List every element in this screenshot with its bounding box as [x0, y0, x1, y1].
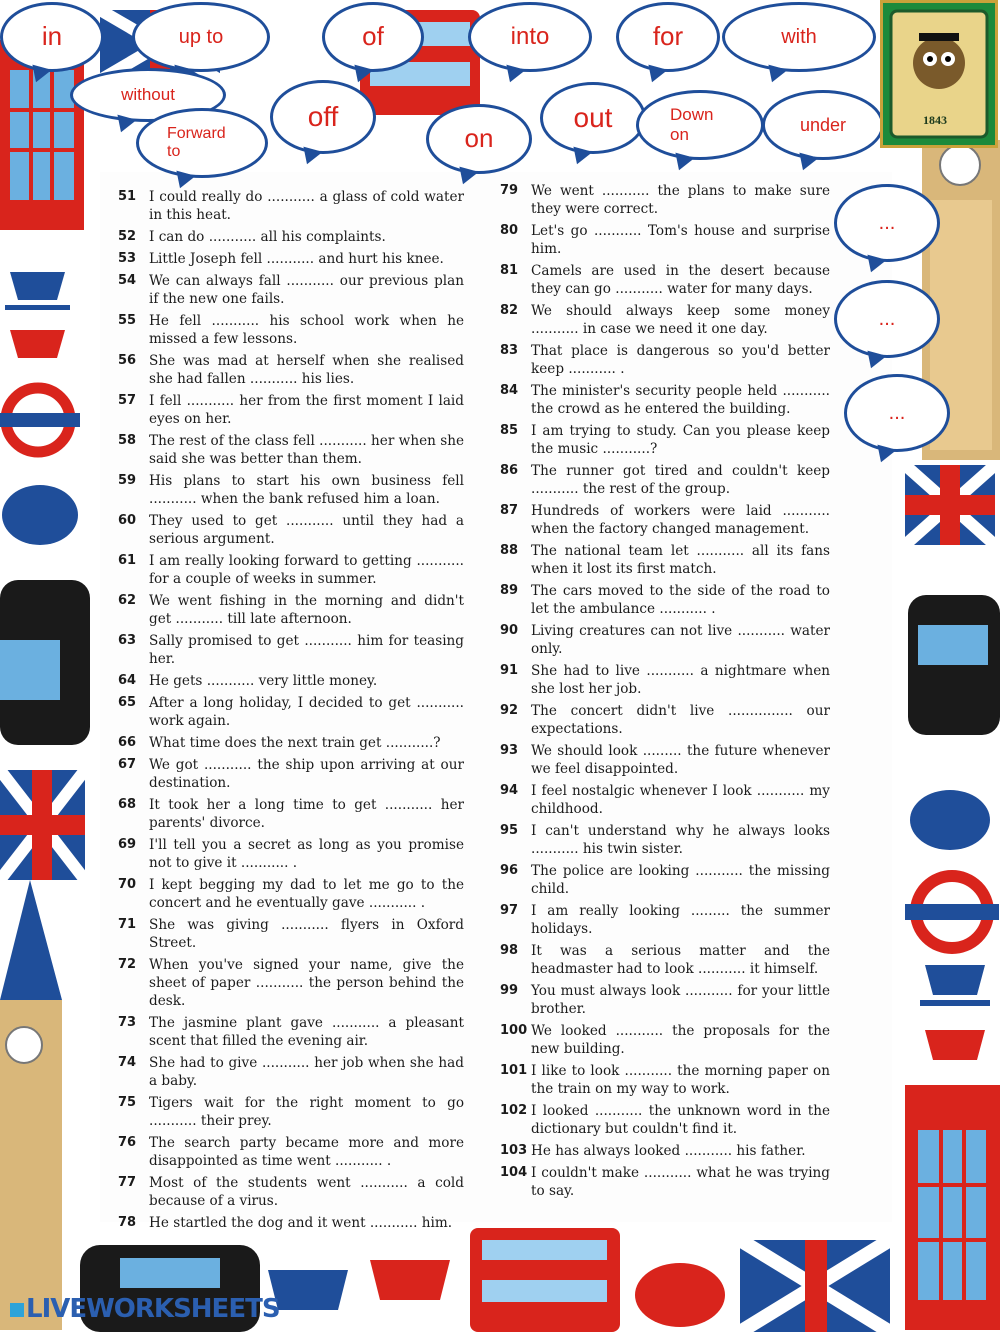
question-text: He gets ........... very little money. — [149, 673, 378, 689]
question-text: She was mad at herself when she realised she had fallen ........... his lies. — [149, 353, 464, 387]
question-item — [500, 622, 830, 658]
union-jack-icon — [0, 770, 85, 880]
question-text: I could really do ........... a glass of cold water in this heat. — [149, 189, 464, 223]
question-number: 70 — [118, 877, 137, 892]
question-number: 53 — [118, 251, 137, 266]
question-item — [118, 250, 464, 268]
question-text: The runner got tired and couldn't keep ........... the rest of the group. — [531, 463, 830, 497]
question-text: We went ........... the plans to make sure they were correct. — [531, 183, 830, 217]
question-item — [500, 302, 830, 338]
question-item — [500, 862, 830, 898]
question-item — [500, 742, 830, 778]
question-text: They used to get ........... until they had a serious argument. — [149, 513, 464, 547]
question-item — [118, 694, 464, 730]
question-number: 68 — [118, 797, 137, 812]
teapot-icon — [635, 1263, 725, 1327]
question-item — [118, 632, 464, 668]
question-number: 52 — [118, 229, 137, 244]
question-text: He has always looked ........... his father. — [531, 1143, 806, 1159]
question-text: We can always fall ........... our previous plan if the new one fails. — [149, 273, 464, 307]
question-text: You must always look ........... for your little brother. — [531, 983, 830, 1017]
question-text: I am really looking forward to getting ........... for a couple of weeks in summer. — [149, 553, 464, 587]
question-number: 67 — [118, 757, 137, 772]
question-item — [118, 352, 464, 388]
question-text: I am trying to study. Can you please keep the music ...........? — [531, 423, 830, 457]
question-item — [500, 1062, 830, 1098]
word-bubble-with[interactable]: with — [722, 2, 876, 72]
question-number: 60 — [118, 513, 137, 528]
question-item — [118, 1014, 464, 1050]
taxi-icon — [0, 580, 90, 745]
question-text: The jasmine plant gave ........... a pleasant scent that filled the evening air. — [149, 1015, 464, 1049]
question-number: 82 — [500, 303, 519, 318]
question-item — [118, 228, 464, 246]
question-number: 71 — [118, 917, 137, 932]
question-text: The minister's security people held ........... the crowd as he entered the building. — [531, 383, 830, 417]
word-bubble-under[interactable]: under — [762, 90, 884, 160]
word-bubble-in[interactable]: in — [0, 2, 104, 72]
question-number: 51 — [118, 189, 137, 204]
union-jack-icon — [740, 1240, 890, 1332]
question-text: I fell ........... her from the first moment I laid eyes on her. — [149, 393, 464, 427]
question-item — [118, 312, 464, 348]
question-text: Tigers wait for the right moment to go ........... their prey. — [149, 1095, 464, 1129]
word-bubble-down-on[interactable]: Down on — [636, 90, 764, 160]
question-item — [118, 956, 464, 1010]
answer-bubble-3[interactable]: ... — [844, 374, 950, 452]
bus-icon — [470, 1228, 620, 1332]
question-number: 72 — [118, 957, 137, 972]
question-number: 88 — [500, 543, 519, 558]
underground-sign-icon — [0, 388, 80, 452]
question-item — [500, 342, 830, 378]
word-bubble-for[interactable]: for — [616, 2, 720, 72]
question-number: 94 — [500, 783, 519, 798]
question-number: 78 — [118, 1215, 137, 1230]
questions-right-column — [500, 182, 830, 1204]
question-number: 79 — [500, 183, 519, 198]
teacup-icon — [920, 965, 990, 1060]
question-item — [118, 1054, 464, 1090]
question-text: His plans to start his own business fell ........... when the bank refused him a loan. — [149, 473, 464, 507]
question-item — [118, 1214, 464, 1232]
big-ben-icon — [0, 880, 62, 1330]
question-text: We looked ........... the proposals for the new building. — [531, 1023, 830, 1057]
question-text: Hundreds of workers were laid ........... when the factory changed management. — [531, 503, 830, 537]
question-text: I can do ........... all his complaints. — [149, 229, 386, 245]
question-item — [500, 542, 830, 578]
question-item — [500, 702, 830, 738]
question-text: I am really looking ......... the summer holidays. — [531, 903, 830, 937]
question-text: That place is dangerous so you'd better keep ........... . — [531, 343, 830, 377]
answer-bubble-2[interactable]: ... — [834, 280, 940, 358]
brand-icon — [10, 1303, 24, 1317]
question-number: 98 — [500, 943, 519, 958]
question-number: 100 — [500, 1023, 528, 1038]
question-text: I couldn't make ........... what he was trying to say. — [531, 1165, 830, 1199]
question-number: 75 — [118, 1095, 137, 1110]
liveworksheets-brand: LIVEWORKSHEETS — [10, 1294, 280, 1324]
teapot-icon — [910, 790, 990, 850]
question-item — [500, 182, 830, 218]
question-item — [118, 756, 464, 792]
question-number: 80 — [500, 223, 519, 238]
question-number: 58 — [118, 433, 137, 448]
question-text: I kept begging my dad to let me go to the concert and he eventually gave ........... . — [149, 877, 464, 911]
question-text: He fell ........... his school work when he missed a few lessons. — [149, 313, 464, 347]
question-text: It was a serious matter and the headmaster had to look ........... it himself. — [531, 943, 830, 977]
question-item — [500, 262, 830, 298]
question-number: 95 — [500, 823, 519, 838]
teapot-icon — [2, 485, 78, 545]
question-item — [500, 1102, 830, 1138]
question-number: 84 — [500, 383, 519, 398]
question-number: 65 — [118, 695, 137, 710]
question-number: 102 — [500, 1103, 528, 1118]
question-item — [118, 272, 464, 308]
question-number: 77 — [118, 1175, 137, 1190]
question-number: 87 — [500, 503, 519, 518]
question-number: 55 — [118, 313, 137, 328]
question-number: 96 — [500, 863, 519, 878]
school-logo — [880, 0, 998, 148]
question-number: 73 — [118, 1015, 137, 1030]
question-number: 103 — [500, 1143, 528, 1158]
question-number: 57 — [118, 393, 137, 408]
question-item — [118, 836, 464, 872]
question-item — [118, 188, 464, 224]
union-jack-icon — [905, 465, 995, 545]
question-item — [500, 782, 830, 818]
word-bubble-on[interactable]: on — [426, 104, 532, 174]
question-item — [118, 916, 464, 952]
question-item — [500, 1142, 830, 1160]
question-text: The rest of the class fell ........... her when she said she was better than them. — [149, 433, 464, 467]
question-number: 61 — [118, 553, 137, 568]
question-number: 93 — [500, 743, 519, 758]
question-item — [118, 1134, 464, 1170]
question-item — [118, 472, 464, 508]
question-number: 63 — [118, 633, 137, 648]
question-number: 81 — [500, 263, 519, 278]
question-text: She had to live ........... a nightmare when she lost her job. — [531, 663, 830, 697]
question-item — [500, 1022, 830, 1058]
question-text: She was giving ........... flyers in Oxford Street. — [149, 917, 464, 951]
question-number: 56 — [118, 353, 137, 368]
question-text: We got ........... the ship upon arriving at our destination. — [149, 757, 464, 791]
question-item — [118, 734, 464, 752]
question-number: 92 — [500, 703, 519, 718]
word-bubble-of[interactable]: of — [322, 2, 424, 72]
question-number: 85 — [500, 423, 519, 438]
question-number: 76 — [118, 1135, 137, 1150]
question-item — [118, 592, 464, 628]
question-text: The search party became more and more disappointed as time went ........... . — [149, 1135, 464, 1169]
question-item — [500, 502, 830, 538]
question-text: The concert didn't live ............... our expectations. — [531, 703, 830, 737]
question-item — [118, 1094, 464, 1130]
question-text: Little Joseph fell ........... and hurt his knee. — [149, 251, 444, 267]
question-item — [500, 222, 830, 258]
question-number: 89 — [500, 583, 519, 598]
question-number: 74 — [118, 1055, 137, 1070]
question-item — [500, 822, 830, 858]
question-text: Let's go ........... Tom's house and surprise him. — [531, 223, 830, 257]
question-number: 83 — [500, 343, 519, 358]
answer-bubble-1[interactable]: ... — [834, 184, 940, 262]
question-number: 54 — [118, 273, 137, 288]
question-text: After a long holiday, I decided to get ........... work again. — [149, 695, 464, 729]
question-item — [118, 876, 464, 912]
question-item — [118, 552, 464, 588]
question-text: I like to look ........... the morning paper on the train on my way to work. — [531, 1063, 830, 1097]
question-number: 59 — [118, 473, 137, 488]
word-bubble-into[interactable]: into — [468, 2, 592, 72]
underground-sign-icon — [905, 876, 999, 948]
question-text: I feel nostalgic whenever I look ........... my childhood. — [531, 783, 830, 817]
question-number: 99 — [500, 983, 519, 998]
phone-booth-icon — [905, 1085, 1000, 1330]
question-item — [500, 942, 830, 978]
question-number: 69 — [118, 837, 137, 852]
question-number: 90 — [500, 623, 519, 638]
question-text: I can't understand why he always looks ........... his twin sister. — [531, 823, 830, 857]
question-text: The national team let ........... all its fans when it lost its first match. — [531, 543, 830, 577]
question-text: She had to give ........... her job when she had a baby. — [149, 1055, 464, 1089]
question-text: He startled the dog and it went ........... him. — [149, 1215, 453, 1231]
question-number: 97 — [500, 903, 519, 918]
word-bubble-out[interactable]: out — [540, 82, 646, 154]
questions-left-column — [118, 188, 464, 1236]
question-text: The police are looking ........... the missing child. — [531, 863, 830, 897]
question-number: 86 — [500, 463, 519, 478]
question-number: 91 — [500, 663, 519, 678]
question-item — [118, 512, 464, 548]
question-text: We went fishing in the morning and didn't get ........... till late afternoon. — [149, 593, 464, 627]
question-item — [500, 382, 830, 418]
word-bubble-forward-to[interactable]: Forward to — [136, 108, 268, 178]
question-item — [118, 1174, 464, 1210]
question-item — [500, 1164, 830, 1200]
question-item — [500, 422, 830, 458]
question-text: Most of the students went ........... a cold because of a virus. — [149, 1175, 464, 1209]
question-text: I looked ........... the unknown word in the dictionary but couldn't find it. — [531, 1103, 830, 1137]
question-text: Camels are used in the desert because they can go ........... water for many days. — [531, 263, 830, 297]
question-number: 104 — [500, 1165, 528, 1180]
taxi-icon — [908, 595, 1000, 735]
question-text: The cars moved to the side of the road to let the ambulance ........... . — [531, 583, 830, 617]
logo-year: 1843 — [923, 113, 947, 127]
question-number: 64 — [118, 673, 137, 688]
question-item — [500, 462, 830, 498]
question-item — [118, 796, 464, 832]
question-item — [118, 392, 464, 428]
question-text: We should look ......... the future whenever we feel disappointed. — [531, 743, 830, 777]
question-item — [500, 982, 830, 1018]
question-text: I'll tell you a secret as long as you promise not to give it ........... . — [149, 837, 464, 871]
question-item — [118, 672, 464, 690]
question-number: 101 — [500, 1063, 528, 1078]
question-text: It took her a long time to get ........... her parents' divorce. — [149, 797, 464, 831]
word-bubble-without[interactable]: without — [70, 68, 226, 122]
word-bubble-up-to[interactable]: up to — [132, 2, 270, 72]
teacup-icon — [268, 1260, 450, 1310]
question-text: Sally promised to get ........... him for teasing her. — [149, 633, 464, 667]
question-text: Living creatures can not live ........... water only. — [531, 623, 830, 657]
question-text: When you've signed your name, give the sheet of paper ........... the person behind the desk. — [149, 957, 464, 1009]
question-text: We should always keep some money ........... in case we need it one day. — [531, 303, 830, 337]
worksheet-page — [100, 172, 892, 1231]
question-item — [118, 432, 464, 468]
question-item — [500, 902, 830, 938]
question-number: 62 — [118, 593, 137, 608]
word-bubble-off[interactable]: off — [270, 80, 376, 154]
question-item — [500, 662, 830, 698]
question-number: 66 — [118, 735, 137, 750]
question-item — [500, 582, 830, 618]
teacup-icon — [5, 272, 70, 358]
question-text: What time does the next train get ...........? — [149, 735, 441, 751]
